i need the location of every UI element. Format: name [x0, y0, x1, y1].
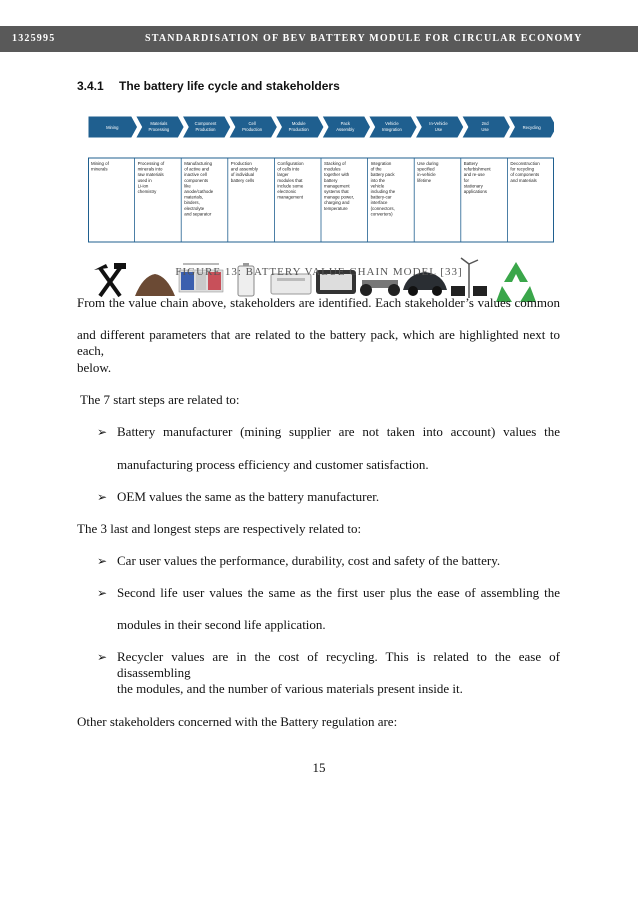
- bullet-line: modules in their second life application.: [117, 617, 326, 632]
- stage-label: Materials: [150, 121, 168, 126]
- stage-description: Deconstruction for recycling of components and materials: [510, 161, 540, 183]
- wind-solar-icon: [451, 258, 487, 298]
- description-table: [89, 158, 554, 242]
- bullet-line: Car user values the performance, durability, cost and safety of the battery.: [117, 553, 501, 568]
- paragraph-line: and different parameters that are related to the battery pack, which are highlighted next to each,: [77, 327, 560, 358]
- bullet-line: manufacturing process efficiency and customer satisfaction.: [117, 457, 429, 472]
- bullet-line: the modules, and the number of various materials present inside it.: [117, 681, 463, 696]
- section-heading: [77, 79, 340, 93]
- stage-label: Production: [195, 127, 216, 132]
- page-number: 15: [312, 760, 326, 775]
- section-title: The battery life cycle and stakeholders: [119, 79, 340, 93]
- stage-label: Production: [288, 127, 309, 132]
- stage-label: Integration: [382, 127, 402, 132]
- stage-label: Use: [434, 127, 443, 132]
- stage-description: Configuration of cells into larger modules that include some electronic management: [277, 161, 304, 200]
- stage-description: Use during specified in-vehicle lifetime: [417, 161, 439, 183]
- figure-caption: FIGURE 13: BATTERY VALUE CHAIN MODEL [33]: [175, 266, 463, 278]
- paragraph: The 7 start steps are related to:: [80, 392, 240, 407]
- vehicle-chassis-icon: [360, 280, 400, 296]
- paragraph: Other stakeholders concerned with the Battery regulation are:: [77, 714, 398, 729]
- bullet-line: OEM values the same as the battery manufacturer.: [117, 489, 380, 504]
- value-chain-figure: [88, 114, 554, 324]
- stage-label: Production: [242, 127, 263, 132]
- stage-label: Module: [291, 121, 306, 126]
- bullet-arrow-icon: ➢: [97, 554, 108, 568]
- stage-description: Integration of the battery pack into the vehicle including the battery-car interface (connectors, converters): [370, 161, 396, 217]
- bullet-line: Battery manufacturer (mining supplier are not taken into account) values the: [117, 424, 560, 439]
- bullet-line: Recycler values are in the cost of recycling. This is related to the ease of disassembling: [117, 649, 560, 680]
- stage-arrows: [88, 116, 554, 138]
- bullet-arrow-icon: ➢: [97, 586, 108, 600]
- stage-label: Vehicle: [385, 121, 399, 126]
- stage-description: Processing of minerals into raw materials used in Li-ion chemistry: [137, 161, 165, 194]
- bullet-line: Second life user values the same as the first user plus the ease of assembling the: [117, 585, 560, 600]
- stage-label: Component: [194, 121, 217, 126]
- bullet-arrow-icon: ➢: [97, 490, 108, 504]
- document-title: STANDARDISATION OF BEV BATTERY MODULE FOR CIRCULAR ECONOMY: [145, 33, 583, 44]
- bullet-arrow-icon: ➢: [97, 425, 108, 439]
- section-number: 3.4.1: [77, 79, 104, 93]
- stage-description: Mining of minerals: [91, 161, 109, 172]
- stage-label: Mining: [106, 125, 119, 130]
- paragraph-line: below.: [77, 360, 112, 375]
- stage-label: Pack: [340, 121, 350, 126]
- stage-label: Processing: [148, 127, 170, 132]
- paragraph-line: From the value chain above, stakeholders are identified. Each stakeholder’s values common: [77, 295, 560, 310]
- stage-label: Cell: [248, 121, 256, 126]
- stage-description: Manufacturing of active and inactive cell components like anode/cathode materials, binders, electrolyte and separator: [184, 161, 214, 217]
- stage-description: Stacking of modules together with battery management systems that manage power, charging and temperature: [324, 161, 355, 211]
- stage-label: 2nd: [481, 121, 489, 126]
- bullet-arrow-icon: ➢: [97, 650, 108, 664]
- stage-description: Battery refurbishment and re-use for stationary applications: [463, 161, 491, 194]
- document-number: 1325995: [12, 33, 56, 44]
- stage-label: In-Vehicle: [429, 121, 448, 126]
- running-header: [0, 26, 638, 52]
- stage-label: Recycling: [522, 125, 541, 130]
- paragraph: The 3 last and longest steps are respectively related to:: [77, 521, 362, 536]
- stage-label: Use: [481, 127, 489, 132]
- stage-description: Production and assembly of individual battery cells: [230, 161, 258, 183]
- stage-label: Assembly: [336, 127, 355, 132]
